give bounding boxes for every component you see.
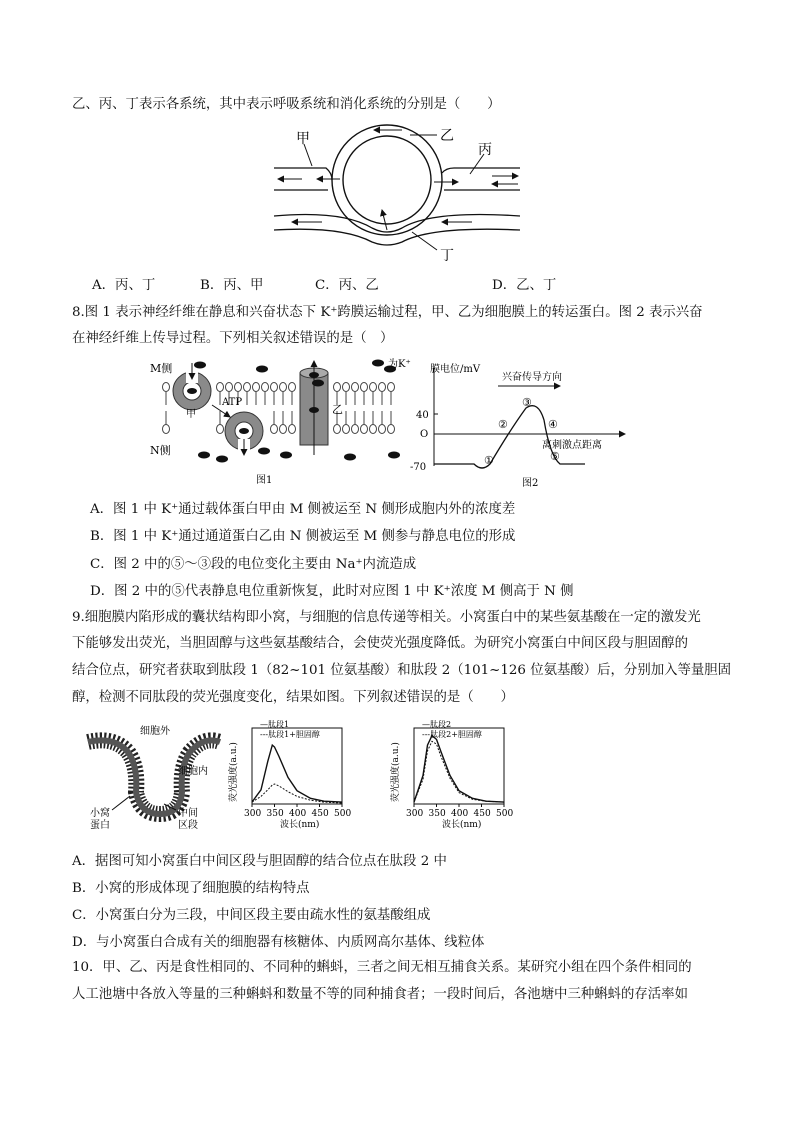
- q7-option-a[interactable]: A．丙、丁: [92, 278, 156, 293]
- x-tick-label: 300: [406, 809, 424, 819]
- q8-stem-line1: 8.图 1 表示神经纤维在静息和兴奋状态下 K⁺跨膜运输过程，甲、乙为细胞膜上的转运蛋白。图 2 表示兴奋: [72, 305, 703, 320]
- svg-text:小窝: 小窝: [90, 808, 110, 819]
- lipid-head: [361, 383, 368, 392]
- svg-text:区段: 区段: [178, 820, 198, 831]
- q7-option-d[interactable]: D．乙、丁: [492, 278, 557, 293]
- cell-inside: 细胞内: [178, 766, 208, 777]
- lipid-head: [226, 383, 233, 392]
- q8-stem-line2: 在神经纤维上传导过程。下列相关叙述错误的是（ ）: [72, 331, 394, 346]
- fig2-direction: 兴奋传导方向: [502, 372, 562, 383]
- lipid-head: [289, 425, 296, 434]
- fig2-point-1: ①: [484, 454, 494, 467]
- lipid-head: [235, 383, 242, 392]
- fig2-tick-minus70: -70: [410, 462, 427, 473]
- x-tick-label: 350: [266, 809, 284, 819]
- lipid-head: [262, 383, 269, 392]
- q9-option-a[interactable]: A．据图可知小窝蛋白中间区段与胆固醇的结合位点在肽段 2 中: [72, 854, 447, 869]
- fig1-k-label: 为K⁺: [388, 359, 411, 370]
- lipid-head: [388, 383, 395, 392]
- fig1-yi: 乙: [332, 403, 343, 416]
- q7-label-bing: 丙: [478, 142, 492, 158]
- lipid-head: [280, 383, 287, 392]
- x-tick-label: 350: [428, 809, 446, 819]
- x-axis-label: 波长(nm): [280, 820, 320, 830]
- fig1-caption: 图1: [256, 475, 273, 486]
- q9-stem-line1: 9.细胞膜内陷形成的囊状结构即小窝，与细胞的信息传递等相关。小窝蛋白中的某些氨基酸在一定的激发光: [72, 610, 701, 625]
- series-line-2: [252, 784, 342, 803]
- fig2-point-3: ③: [522, 396, 532, 409]
- lipid-head: [370, 383, 377, 392]
- lipid-head: [379, 425, 386, 434]
- q8-option-c[interactable]: C．图 2 中的⑤～③段的电位变化主要由 Na⁺内流造成: [90, 557, 417, 572]
- fig2-point-4: ④: [548, 418, 558, 431]
- fig1-atp: ATP: [222, 397, 243, 408]
- q8-figure2-action-potential: [410, 360, 640, 490]
- x-tick-label: 400: [289, 809, 307, 819]
- svg-text:蛋白: 蛋白: [90, 820, 110, 831]
- chart-frame: [252, 728, 342, 804]
- legend-entry-1: —肽段1: [260, 720, 290, 729]
- q10-stem-line2: 人工池塘中各放入等量的三种蝌蚪和数量不等的同种捕食者；一段时间后，各池塘中三种蝌蚪的存活率如: [72, 987, 688, 1002]
- lipid-head: [271, 383, 278, 392]
- lipid-head: [334, 383, 341, 392]
- lipid-head: [361, 425, 368, 434]
- q10-stem-line1: 10．甲、乙、丙是食性相同的、不同种的蝌蚪，三者之间无相互捕食关系。某研究小组在四个条件相同的: [72, 960, 692, 975]
- lipid-head: [163, 383, 170, 392]
- x-tick-label: 450: [311, 809, 329, 819]
- lipid-head: [217, 383, 224, 392]
- fig2-caption: 图2: [522, 478, 539, 489]
- lipid-head: [334, 425, 341, 434]
- q7-label-ding: 丁: [440, 248, 454, 264]
- q7-stem: 乙、丙、丁表示各系统，其中表示呼吸系统和消化系统的分别是（ ）: [72, 97, 501, 112]
- y-axis-label: 荧光强度(a.u.): [391, 742, 401, 802]
- lipid-head: [271, 425, 278, 434]
- fig1-jia: 甲: [186, 409, 196, 420]
- q8-option-b[interactable]: B．图 1 中 K⁺通过通道蛋白乙由 N 侧被运至 M 侧参与静息电位的形成: [90, 529, 516, 544]
- lipid-head: [343, 425, 350, 434]
- q7-option-b[interactable]: B．丙、甲: [200, 278, 264, 293]
- lipid-head: [370, 425, 377, 434]
- lipid-head: [217, 425, 224, 434]
- fig1-m-side: M侧: [150, 362, 173, 375]
- series-line-2: [414, 741, 504, 802]
- fig2-ylabel: 膜电位/mV: [430, 364, 481, 375]
- fig2-tick-0: O: [420, 429, 429, 440]
- q9-stem-line4: 醇，检测不同肽段的荧光强度变化，结果如图。下列叙述错误的是（ ）: [72, 690, 514, 705]
- x-tick-label: 500: [496, 809, 514, 819]
- q8-option-a[interactable]: A．图 1 中 K⁺通过载体蛋白甲由 M 侧被运至 N 侧形成胞内外的浓度差: [90, 502, 516, 517]
- q9-chart-peptide2: [384, 718, 514, 830]
- x-tick-label: 500: [334, 809, 352, 819]
- q8-figure1-membrane: [146, 355, 416, 490]
- lipid-head: [280, 425, 287, 434]
- lipid-head: [244, 383, 251, 392]
- q7-option-c[interactable]: C．丙、乙: [315, 278, 379, 293]
- x-tick-label: 300: [244, 809, 262, 819]
- q7-figure-circulation: [262, 118, 532, 268]
- x-tick-label: 400: [451, 809, 469, 819]
- lipid-head: [253, 383, 260, 392]
- q9-chart-peptide1: [222, 718, 352, 830]
- lipid-head: [289, 383, 296, 392]
- y-axis-label: 荧光强度(a.u.): [229, 742, 239, 802]
- q7-label-yi: 乙: [440, 128, 454, 144]
- fig2-point-2: ②: [498, 418, 508, 431]
- q9-option-d[interactable]: D．与小窝蛋白合成有关的细胞器有核糖体、内质网高尔基体、线粒体: [72, 935, 485, 950]
- lipid-head: [379, 383, 386, 392]
- x-axis-label: 波长(nm): [442, 820, 482, 830]
- legend-entry-2: ---肽段2+胆固醇: [422, 730, 482, 739]
- q9-option-b[interactable]: B．小窝的形成体现了细胞膜的结构特点: [72, 881, 310, 896]
- lipid-head: [343, 383, 350, 392]
- q9-stem-line3: 结合位点，研究者获取到肽段 1（82~101 位氨基酸）和肽段 2（101~126 位氨基酸）后，分别加入等量胆固: [72, 663, 732, 678]
- q9-stem-line2: 下能够发出荧光，当胆固醇与这些氨基酸结合，会使荧光强度降低。为研究小窝蛋白中间区段与胆固醇的: [72, 636, 688, 651]
- series-line-1: [252, 745, 342, 802]
- q9-figure-caveola: [84, 722, 224, 832]
- q9-option-c[interactable]: C．小窝蛋白分为三段，中间区段主要由疏水性的氨基酸组成: [72, 908, 431, 923]
- fig2-xlabel: 离刺激点距离: [542, 440, 602, 451]
- series-line-1: [414, 736, 504, 803]
- lipid-head: [388, 425, 395, 434]
- fig1-n-side: N侧: [150, 444, 171, 457]
- q7-label-jia: 甲: [296, 131, 310, 147]
- q8-option-d[interactable]: D．图 2 中的⑤代表静息电位重新恢复，此时对应图 1 中 K⁺浓度 M 侧高于 N 侧: [90, 584, 574, 599]
- legend-entry-1: —肽段2: [422, 720, 452, 729]
- lipid-head: [352, 383, 359, 392]
- lipid-head: [163, 425, 170, 434]
- cell-outside: 细胞外: [140, 726, 170, 737]
- fig2-point-5: ⑤: [550, 450, 560, 463]
- legend-entry-2: ---肽段1+胆固醇: [260, 730, 320, 739]
- x-tick-label: 450: [473, 809, 491, 819]
- fig2-tick-40: 40: [416, 410, 429, 421]
- svg-text:中间: 中间: [178, 808, 198, 819]
- lipid-head: [352, 425, 359, 434]
